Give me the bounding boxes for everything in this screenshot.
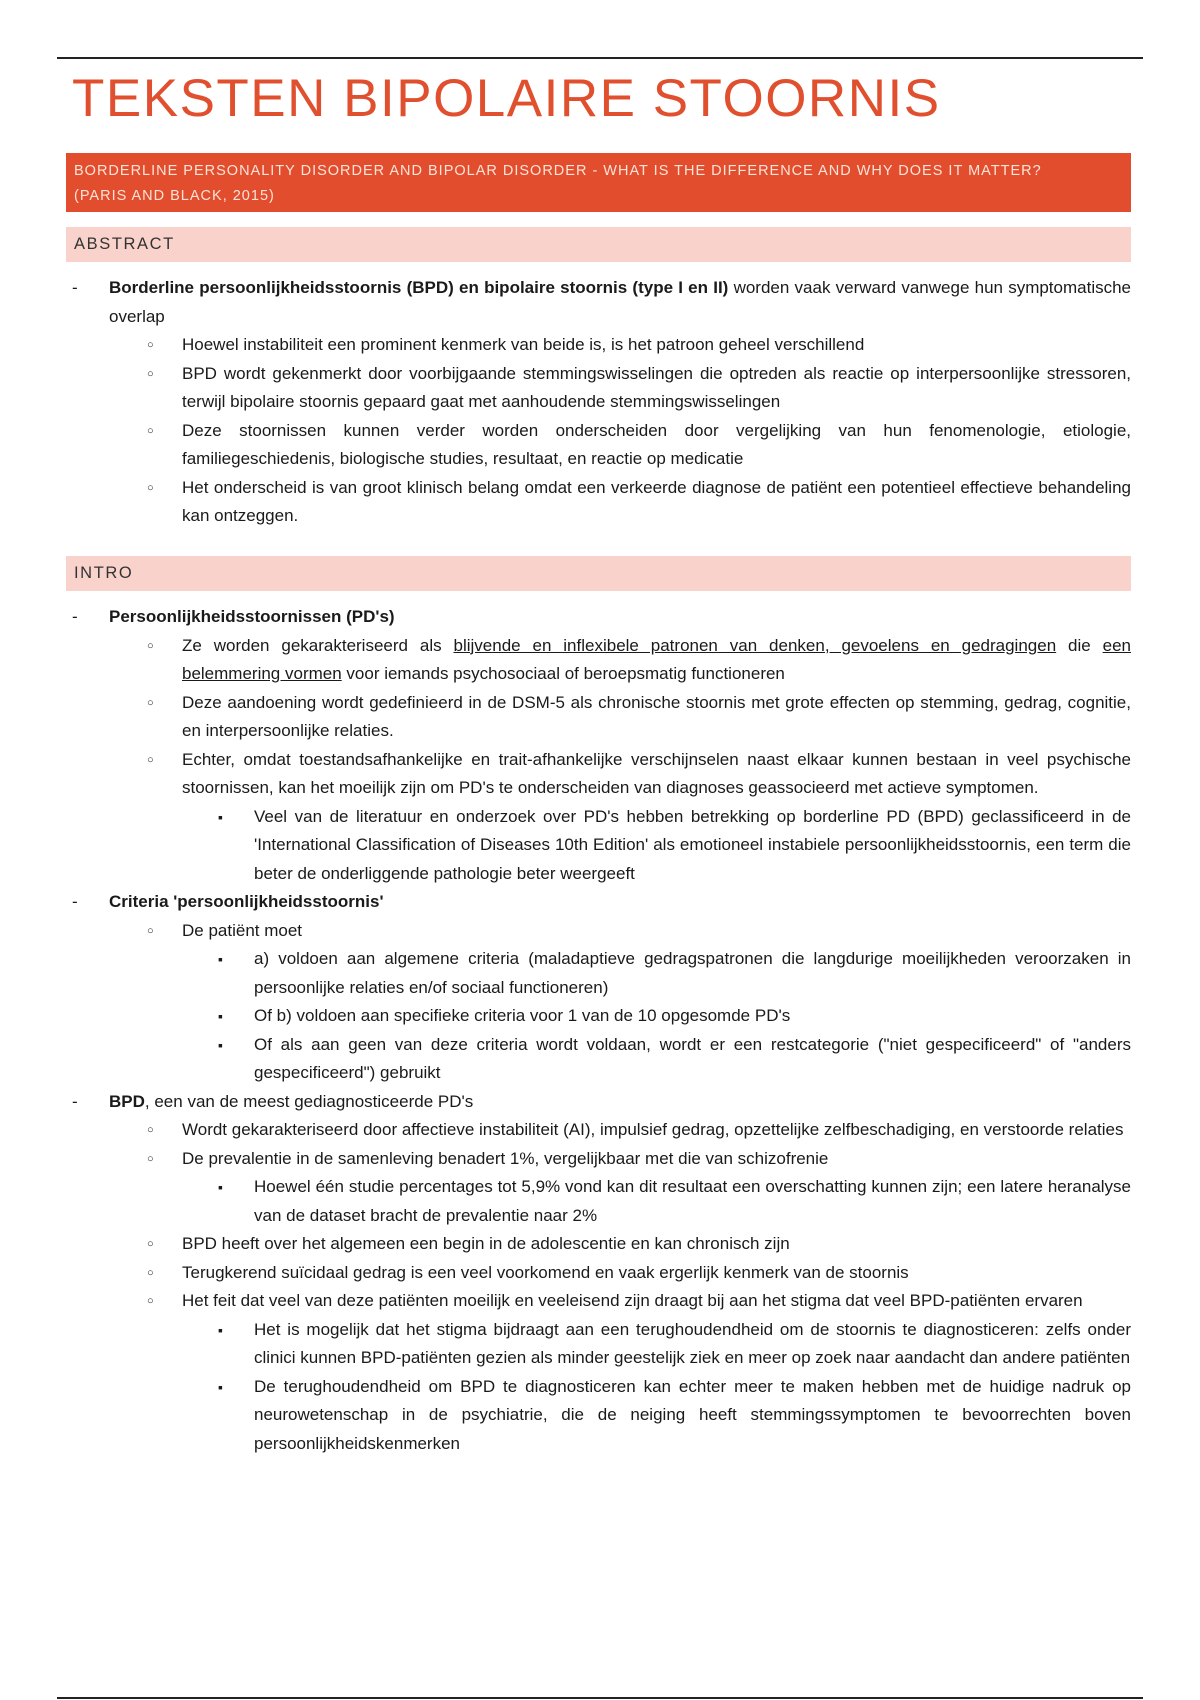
- list-item: [66, 474, 1131, 531]
- list-item-bold: Criteria 'persoonlijkheidsstoornis': [109, 892, 384, 911]
- list-item: [66, 1287, 1131, 1316]
- list-item: [66, 331, 1131, 360]
- list-item: [66, 945, 1131, 1002]
- list-item: [66, 888, 1131, 917]
- list-item-text: ▪ Hoewel één studie percentages tot 5,9% vond kan dit resultaat een overschatting kunnen zijn; een latere heranalyse van de dataset bracht de prevalentie naar 2%: [254, 1177, 1131, 1225]
- list-item-text: ○ Deze stoornissen kunnen verder worden onderscheiden door vergelijking van hun fenomenologie, etiologie, familiegeschiedenis, biologische studies, resultaat, en reactie op medicatie: [182, 420, 1131, 468]
- list-item: [66, 917, 1131, 946]
- list-item-text: ○ Wordt gekarakteriseerd door affectieve instabiliteit (AI), impulsief gedrag, opzettelijke zelfbeschadiging, en verstoorde relaties: [182, 1120, 1124, 1139]
- list-item-text: ○ Terugkerend suïcidaal gedrag is een veel voorkomend en vaak ergerlijk kenmerk van de stoornis: [182, 1262, 909, 1282]
- list-item: [66, 274, 1131, 331]
- text-run: Ze worden gekarakteriseerd als: [182, 635, 454, 655]
- list-item: [66, 1002, 1131, 1031]
- list-item-text: ▪ Veel van de literatuur en onderzoek over PD's hebben betrekking op borderline PD (BPD) geclassificeerd in de 'International Classification of Diseases 10th Edition' als emotioneel instabiele persoonlijkheidsstoornis, een term die beter de onderliggende pathologie beter weergeeft: [254, 806, 1131, 883]
- list-item-text: ○ BPD wordt gekenmerkt door voorbijgaande stemmingswisselingen die optreden als reactie op interpersoonlijke stressoren, terwijl bipolaire stoornis gepaard gaat met aanhoudende stemmingswisselingen: [182, 363, 1131, 411]
- list-item: [66, 1373, 1131, 1459]
- list-item: [66, 1173, 1131, 1230]
- list-item-bold: Persoonlijkheidsstoornissen (PD's): [109, 607, 395, 626]
- underlined-text: een belemmering vormen: [182, 635, 1131, 683]
- list-item-bold: Borderline persoonlijkheidsstoornis (BPD) en bipolaire stoornis (type I en II): [109, 278, 729, 297]
- list-item: [66, 632, 1131, 689]
- list-item-text: ○ De prevalentie in de samenleving benadert 1%, vergelijkbaar met die van schizofrenie: [182, 1148, 829, 1168]
- list-item: [66, 746, 1131, 803]
- list-item: [66, 360, 1131, 417]
- text-run: die: [1056, 635, 1103, 655]
- list-item: [66, 1316, 1131, 1373]
- list-item-text: ▪ De terughoudendheid om BPD te diagnosticeren kan echter meer te maken hebben met de huidige nadruk op neurowetenschap in de psychiatrie, die de neiging heeft stemmingssymptomen te bevoorrechten boven persoonlijkheidskenmerken: [254, 1376, 1131, 1453]
- intro-content: [66, 603, 1131, 1458]
- document-title: TEKSTEN BIPOLAIRE STOORNIS: [72, 69, 941, 128]
- text-run: voor iemands psychosociaal of beroepsmatig functioneren: [341, 664, 785, 683]
- list-item-text: ○ Hoewel instabiliteit een prominent kenmerk van beide is, is het patroon geheel verschillend: [182, 335, 865, 354]
- article-heading: [66, 153, 1131, 212]
- list-item-text: worden vaak verward vanwege hun symptomatische overlap: [109, 278, 1132, 326]
- list-item-text: ○ Echter, omdat toestandsafhankelijke en trait-afhankelijke verschijnselen naast elkaar kunnen bestaan in veel psychische stoornissen, kan het moeilijk zijn om PD's te onderscheiden van diagnoses geassocieerd met actieve symptomen.: [182, 749, 1131, 797]
- list-item-bold: BPD: [109, 1091, 145, 1111]
- top-rule: [57, 57, 1143, 59]
- list-item: [66, 689, 1131, 746]
- section-heading-abstract: ABSTRACT: [66, 227, 1131, 262]
- list-item: [66, 1145, 1131, 1174]
- list-item-text: ○ Het onderscheid is van groot klinisch belang omdat een verkeerde diagnose de patiënt een potentieel effectieve behandeling kan ontzeggen.: [182, 477, 1131, 525]
- list-item: [66, 1230, 1131, 1259]
- list-item-text: ○ Het feit dat veel van deze patiënten moeilijk en veeleisend zijn draagt bij aan het stigma dat veel BPD-patiënten ervaren: [182, 1291, 1083, 1310]
- list-item: [66, 603, 1131, 632]
- list-item-text: ▪ a) voldoen aan algemene criteria (maladaptieve gedragspatronen die langdurige moeilijkheden veroorzaken in persoonlijke relaties en/of sociaal functioneren): [254, 949, 1131, 997]
- underlined-text: blijvende en inflexibele patronen van denken, gevoelens en gedragingen: [453, 635, 1057, 655]
- section-heading-intro: INTRO: [66, 556, 1131, 591]
- article-title: BORDERLINE PERSONALITY DISORDER AND BIPOLAR DISORDER - WHAT IS THE DIFFERENCE AND WHY DOES IT MATTER?: [74, 163, 1042, 179]
- article-citation: (PARIS AND BLACK, 2015): [74, 188, 275, 204]
- list-item-text: ▪ Of b) voldoen aan specifieke criteria voor 1 van de 10 opgesomde PD's: [254, 1006, 791, 1025]
- list-item: [66, 1031, 1131, 1088]
- list-item-text: ○ Deze aandoening wordt gedefinieerd in de DSM-5 als chronische stoornis met grote effecten op stemming, gedrag, cognitie, en interpersoonlijke relaties.: [182, 692, 1131, 740]
- list-item-text: , een van de meest gediagnosticeerde PD's: [144, 1091, 474, 1111]
- list-item-text: ▪ Het is mogelijk dat het stigma bijdraagt aan een terughoudendheid om de stoornis te diagnosticeren: zelfs onder clinici kunnen BPD-patiënten gezien als minder geestelijk ziek en meer op zoek naar aandacht dan andere patiënten: [254, 1319, 1131, 1367]
- list-item-text: ○ BPD heeft over het algemeen een begin in de adolescentie en kan chronisch zijn: [182, 1234, 790, 1253]
- abstract-content: [66, 274, 1131, 531]
- list-item: [66, 803, 1131, 889]
- bottom-rule: [57, 1697, 1143, 1699]
- list-item: [66, 417, 1131, 474]
- list-item: [66, 1259, 1131, 1288]
- list-item-text: ○ De patiënt moet: [182, 920, 303, 940]
- list-item-text: ▪ Of als aan geen van deze criteria wordt voldaan, wordt er een restcategorie ("niet gespecificeerd" of "anders gespecificeerd") gebruikt: [254, 1034, 1131, 1082]
- list-item-text: [182, 632, 1131, 689]
- list-item: [66, 1088, 1131, 1117]
- list-item: [66, 1116, 1131, 1145]
